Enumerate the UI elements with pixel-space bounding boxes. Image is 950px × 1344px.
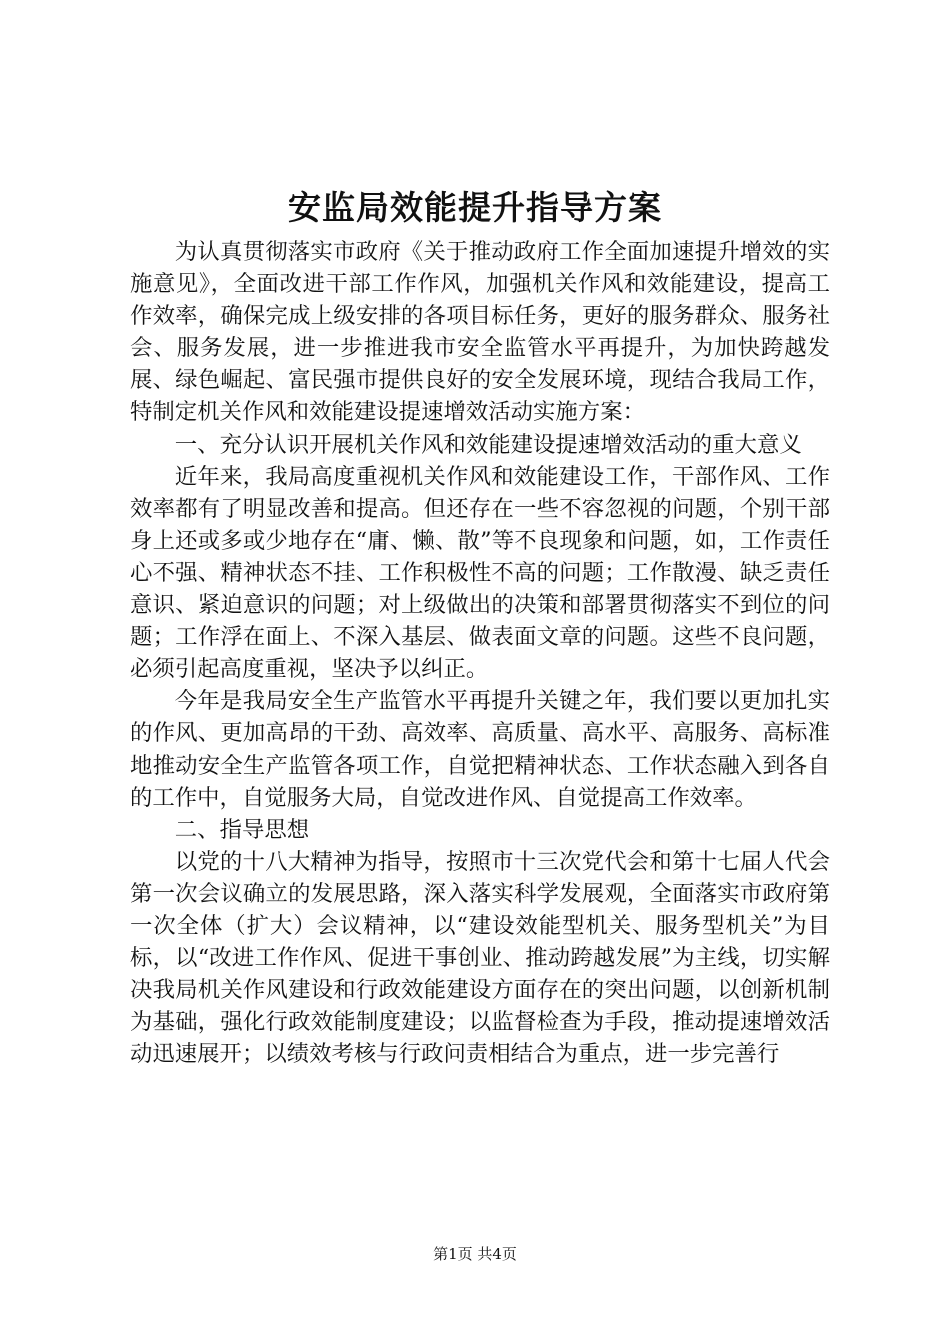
page-footer: 第1页 共4页	[433, 1245, 517, 1263]
section-heading-2: 二、指导思想	[174, 816, 310, 843]
document-title: 安监局效能提升指导方案	[288, 188, 662, 227]
document-body	[130, 236, 830, 1070]
section-heading-1: 一、充分认识开展机关作风和效能建设提速增效活动的重大意义	[174, 431, 802, 458]
paragraph-this-year: 今年是我局安全生产监管水平再提升关键之年，我们要以更加扎实的作风、更加高昂的干劲、高效率、高质量、高水平、高服务、高标准地推动安全生产监管各项工作，自觉把精神状态、工作状态融入到各自的工作中，自觉服务大局，自觉改进作风、自觉提高工作效率。	[130, 688, 830, 811]
paragraph-intro: 为认真贯彻落实市政府《关于推动政府工作全面加速提升增效的实施意见》，全面改进干部工作作风，加强机关作风和效能建设，提高工作效率，确保完成上级安排的各项目标任务，更好的服务群众、服务社会、服务发展，进一步推进我市安全监管水平再提升，为加快跨越发展、绿色崛起、富民强市提供良好的安全发展环境，现结合我局工作，特制定机关作风和效能建设提速增效活动实施方案：	[130, 239, 830, 426]
paragraph-guiding-thought: 以党的十八大精神为指导，按照市十三次党代会和第十七届人代会第一次会议确立的发展思路，深入落实科学发展观，全面落实市政府第一次全体（扩大）会议精神，以“建设效能型机关、服务型机关”为目标，以“改进工作作风、促进干事创业、推动跨越发展”为主线，切实解决我局机关作风建设和行政效能建设方面存在的突出问题，以创新机制为基础，强化行政效能制度建设；以监督检查为手段，推动提速增效活动迅速展开；以绩效考核与行政问责相结合为重点，进一步完善行	[130, 848, 830, 1068]
paragraph-problems: 近年来，我局高度重视机关作风和效能建设工作，干部作风、工作效率都有了明显改善和提高。但还存在一些不容忽视的问题，个别干部身上还或多或少地存在“庸、懒、散”等不良现象和问题，如，工作责任心不强、精神状态不挂、工作积极性不高的问题；工作散漫、缺乏责任意识、紧迫意识的问题；对上级做出的决策和部署贯彻落实不到位的问题；工作浮在面上、不深入基层、做表面文章的问题。这些不良问题，必须引起高度重视，坚决予以纠正。	[130, 463, 830, 683]
